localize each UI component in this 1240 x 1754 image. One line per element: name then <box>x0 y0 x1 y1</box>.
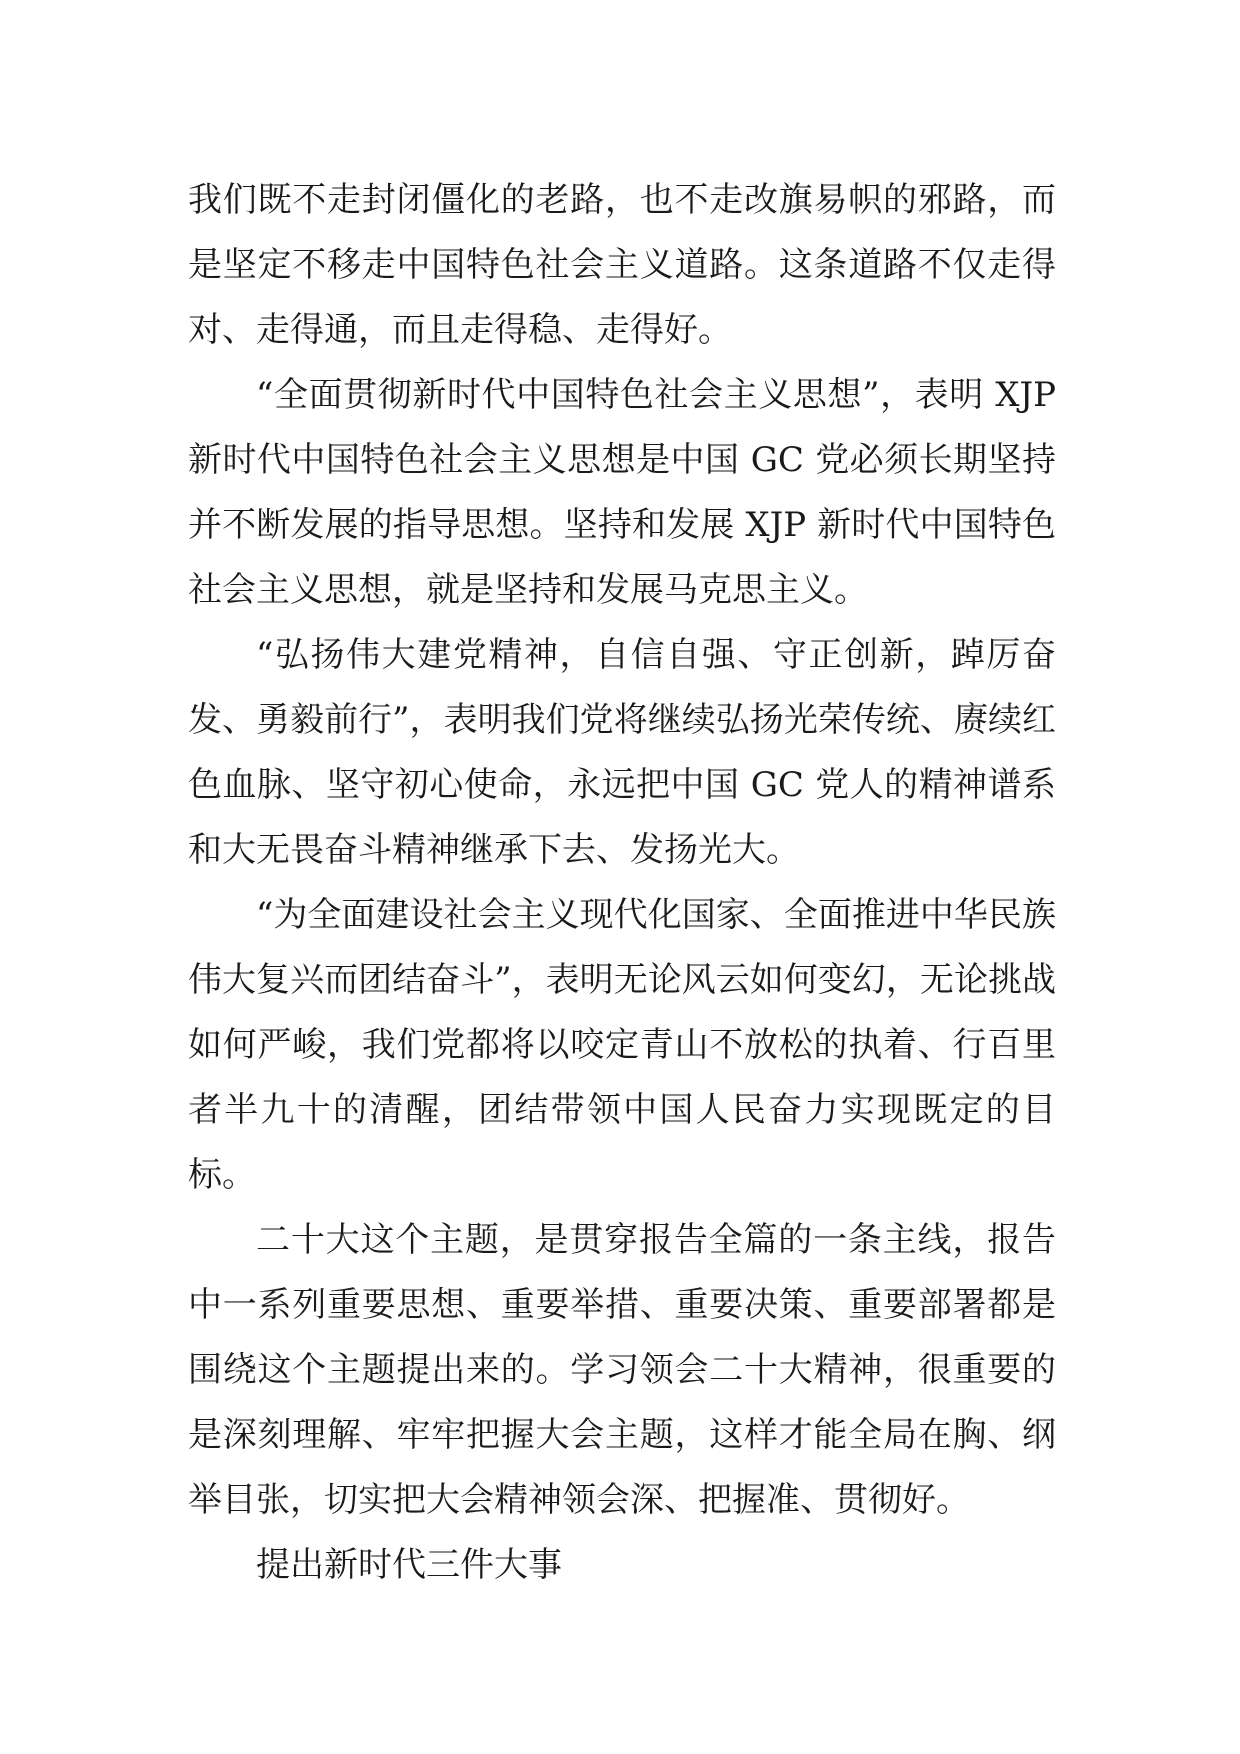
paragraph-3: “弘扬伟大建党精神，自信自强、守正创新，踔厉奋发、勇毅前行”，表明我们党将继续弘扬光荣传统、赓续红色血脉、坚守初心使命，永远把中国 GC 党人的精神谱系和大无畏奋斗精神继承下去、发扬光大。 <box>188 635 1056 870</box>
paragraph-4: “为全面建设社会主义现代化国家、全面推进中华民族伟大复兴而团结奋斗”，表明无论风云如何变幻，无论挑战如何严峻，我们党都将以咬定青山不放松的执着、行百里者半九十的清醒，团结带领中国人民奋力实现既定的目标。 <box>188 895 1056 1195</box>
paragraph-1: 我们既不走封闭僵化的老路，也不走改旗易帜的邪路，而是坚定不移走中国特色社会主义道路。这条道路不仅走得对、走得通，而且走得稳、走得好。 <box>188 180 1056 350</box>
paragraph-5: 二十大这个主题，是贯穿报告全篇的一条主线，报告中一系列重要思想、重要举措、重要决策、重要部署都是围绕这个主题提出来的。学习领会二十大精神，很重要的是深刻理解、牢牢把握大会主题，这样才能全局在胸、纲举目张，切实把大会精神领会深、把握准、贯彻好。 <box>188 1220 1056 1520</box>
paragraph-2: “全面贯彻新时代中国特色社会主义思想”，表明 XJP 新时代中国特色社会主义思想是中国 GC 党必须长期坚持并不断发展的指导思想。坚持和发展 XJP 新时代中国特色社会主义思想，就是坚持和发展马克思主义。 <box>188 375 1056 610</box>
section-heading: 提出新时代三件大事 <box>256 1545 562 1585</box>
document-body <box>188 168 1056 1598</box>
